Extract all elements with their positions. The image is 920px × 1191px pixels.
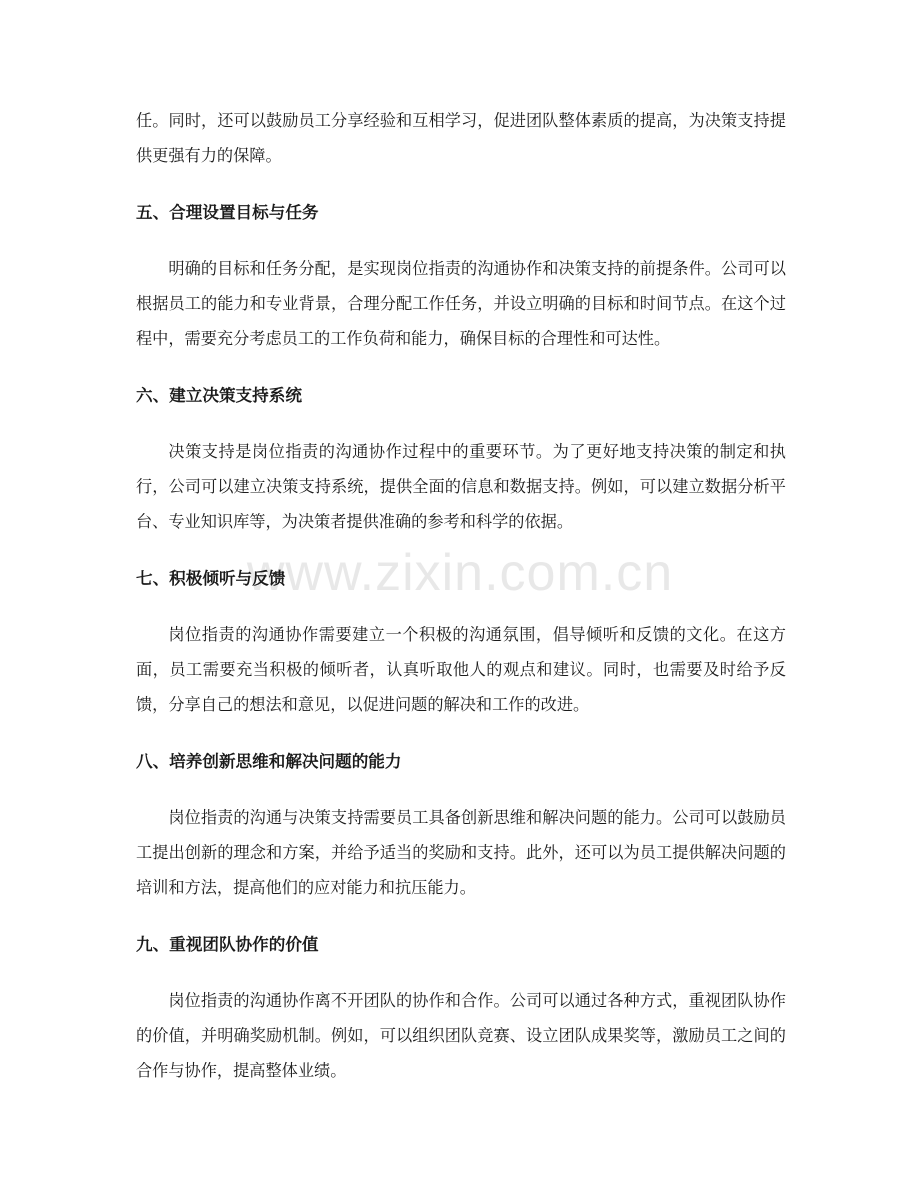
document-page: [136, 103, 786, 1088]
section-heading: 六、建立决策支持系统: [136, 386, 302, 405]
section-heading: 九、重视团队协作的价值: [136, 935, 319, 954]
section-heading: 七、积极倾听与反馈: [136, 569, 286, 588]
section-8: [136, 744, 786, 905]
intro-paragraph: 任。同时，还可以鼓励员工分享经验和互相学习，促进团队整体素质的提高，为决策支持提供更强有力的保障。: [136, 111, 786, 165]
section-heading: 八、培养创新思维和解决问题的能力: [136, 752, 402, 771]
section-7: [136, 561, 786, 722]
section-body: 岗位指责的沟通协作需要建立一个积极的沟通氛围，倡导倾听和反馈的文化。在这方面，员工需要充当积极的倾听者，认真听取他人的观点和建议。同时，也需要及时给予反馈，分享自己的想法和意见，以促进问题的解决和工作的改进。: [136, 625, 786, 714]
section-body: 岗位指责的沟通与决策支持需要员工具备创新思维和解决问题的能力。公司可以鼓励员工提出创新的理念和方案，并给予适当的奖励和支持。此外，还可以为员工提供解决问题的培训和方法，提高他们的应对能力和抗压能力。: [136, 808, 786, 897]
section-6: [136, 378, 786, 539]
section-heading: 五、合理设置目标与任务: [136, 203, 319, 222]
section-body: 决策支持是岗位指责的沟通协作过程中的重要环节。为了更好地支持决策的制定和执行，公司可以建立决策支持系统，提供全面的信息和数据支持。例如，可以建立数据分析平台、专业知识库等，为决策者提供准确的参考和科学的依据。: [136, 442, 786, 531]
watermark-text: www.zixin.com.cn: [246, 544, 674, 602]
section-body: 岗位指责的沟通协作离不开团队的协作和合作。公司可以通过各种方式，重视团队协作的价值，并明确奖励机制。例如，可以组织团队竞赛、设立团队成果奖等，激励员工之间的合作与协作，提高整体业绩。: [136, 991, 786, 1080]
section-9: [136, 927, 786, 1088]
section-5: [136, 195, 786, 356]
section-body: 明确的目标和任务分配，是实现岗位指责的沟通协作和决策支持的前提条件。公司可以根据员工的能力和专业背景，合理分配工作任务，并设立明确的目标和时间节点。在这个过程中，需要充分考虑员工的工作负荷和能力，确保目标的合理性和可达性。: [136, 259, 786, 348]
